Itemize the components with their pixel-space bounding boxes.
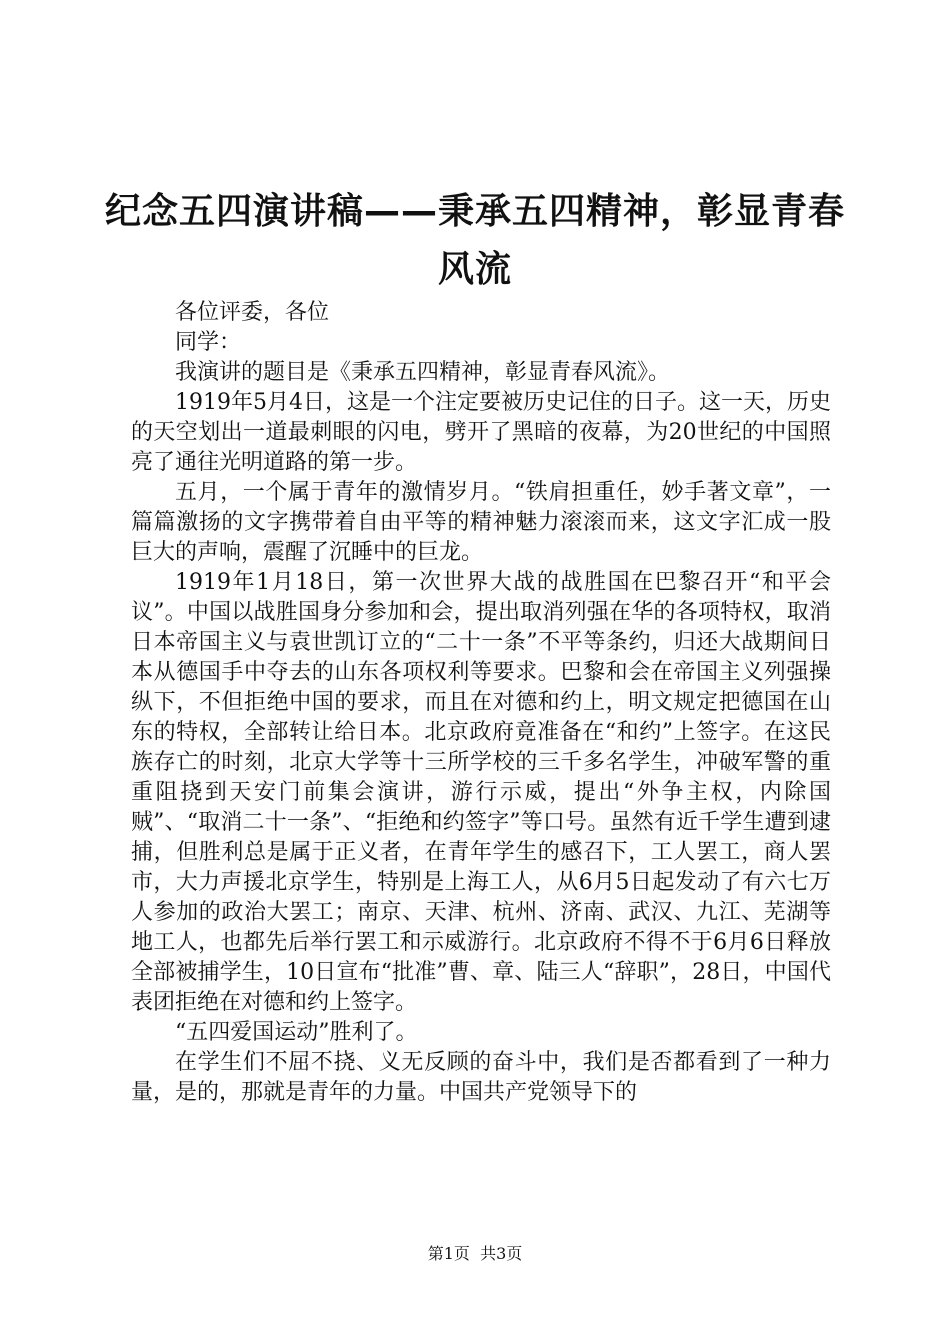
salutation-line-2: 同学： (175, 330, 242, 355)
paragraph: 在学生们不屈不挠、义无反顾的奋斗中，我们是否都看到了一种力量，是的，那就是青年的力量。中国共产党领导下的 (131, 1050, 831, 1105)
page-footer: 第1页 共3页 (427, 1244, 523, 1263)
speech-body (131, 298, 831, 1108)
salutation-line-1: 各位评委，各位 (175, 300, 330, 325)
paragraph: 1919年5月4日，这是一个注定要被历史记住的日子。这一天，历史的天空划出一道最刺眼的闪电，劈开了黑暗的夜幕，为20世纪的中国照亮了通往光明道路的第一步。 (131, 390, 831, 475)
document-title-line-1: 纪念五四演讲稿——秉承五四精神，彰显青春 (104, 191, 845, 232)
document-title-line-2: 风流 (437, 249, 512, 290)
paragraph: 1919年1月18日，第一次世界大战的战胜国在巴黎召开“和平会议”。中国以战胜国身分参加和会，提出取消列强在华的各项特权，取消日本帝国主义与袁世凯订立的“二十一条”不平等条约，归还大战期间日本从德国手中夺去的山东各项权利等要求。巴黎和会在帝国主义列强操纵下，不但拒绝中国的要求，而且在对德和约上，明文规定把德国在山东的特权，全部转让给日本。北京政府竟准备在“和约”上签字。在这民族存亡的时刻，北京大学等十三所学校的三千多名学生，冲破军警的重重阻挠到天安门前集会演讲，游行示威，提出“外争主权，内除国贼”、“取消二十一条”、“拒绝和约签字”等口号。虽然有近千学生遭到逮捕，但胜利总是属于正义者，在青年学生的感召下，工人罢工，商人罢市，大力声援北京学生，特别是上海工人，从6月5日起发动了有六七万人参加的政治大罢工；南京、天津、杭州、济南、武汉、九江、芜湖等地工人，也都先后举行罢工和示威游行。北京政府不得不于6月6日释放全部被捕学生，10日宣布“批准”曹、章、陆三人“辞职”，28日，中国代表团拒绝在对德和约上签字。 (131, 570, 831, 1015)
paragraph: “五四爱国运动”胜利了。 (175, 1020, 418, 1045)
paragraph: 我演讲的题目是《秉承五四精神，彰显青春风流》。 (175, 360, 671, 385)
paragraph: 五月，一个属于青年的激情岁月。“铁肩担重任，妙手著文章”，一篇篇激扬的文字携带着自由平等的精神魅力滚滚而来，这文字汇成一股巨大的声响，震醒了沉睡中的巨龙。 (131, 480, 831, 565)
